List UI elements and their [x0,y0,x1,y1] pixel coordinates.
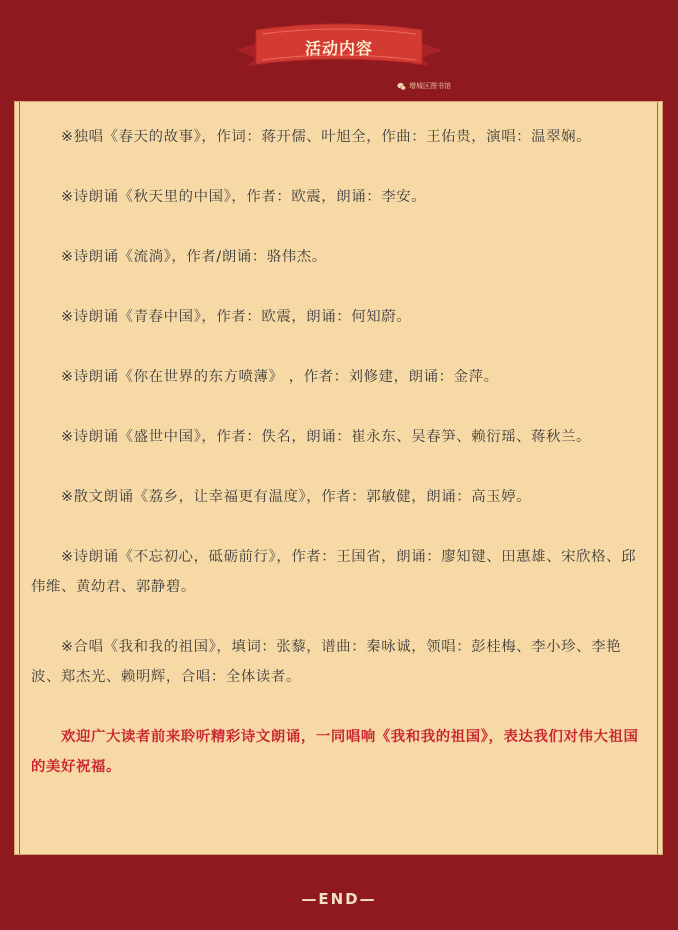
content-card [15,102,662,854]
end-marker: —END— [301,890,377,908]
program-item: ※独唱《春天的故事》，作词：蒋开儒、叶旭全，作曲：王佑贵，演唱：温翠娴。 [61,129,592,145]
source-watermark [397,80,451,92]
section-title: 活动内容 [304,39,373,58]
section-banner [226,20,452,80]
program-item: ※诗朗诵《流淌》，作者/朗诵：骆伟杰。 [61,249,327,265]
watermark-text: 增城区图书馆 [409,82,451,90]
wechat-icon [397,82,406,91]
right-border-line [657,102,658,854]
program-list [31,122,645,782]
program-item: ※诗朗诵《青春中国》，作者：欧震，朗诵：何知蔚。 [61,309,412,325]
program-item: ※诗朗诵《不忘初心，砥砺前行》，作者：王国省，朗诵：廖知键、田惠雄、宋欣格、邱伟维、黄幼君、郭静碧。 [31,549,637,595]
program-item: ※诗朗诵《盛世中国》，作者：佚名，朗诵：崔永东、吴春笋、赖衍瑶、蒋秋兰。 [61,429,592,445]
program-item: ※诗朗诵《你在世界的东方喷薄》 ，作者：刘修建，朗诵：金萍。 [61,369,499,385]
left-border-line [19,102,20,854]
program-item: ※散文朗诵《荔乡，让幸福更有温度》，作者：郭敏健，朗诵：高玉婷。 [61,489,532,505]
program-item: ※合唱《我和我的祖国》，填词：张藜，谱曲：秦咏诚，领唱：彭桂梅、李小珍、李艳波、郑杰光、赖明辉，合唱：全体读者。 [31,639,622,685]
closing-invitation: 欢迎广大读者前来聆听精彩诗文朗诵，一同唱响《我和我的祖国》，表达我们对伟大祖国的美好祝福。 [31,729,639,775]
program-item: ※诗朗诵《秋天里的中国》，作者：欧震，朗诵：李安。 [61,189,427,205]
